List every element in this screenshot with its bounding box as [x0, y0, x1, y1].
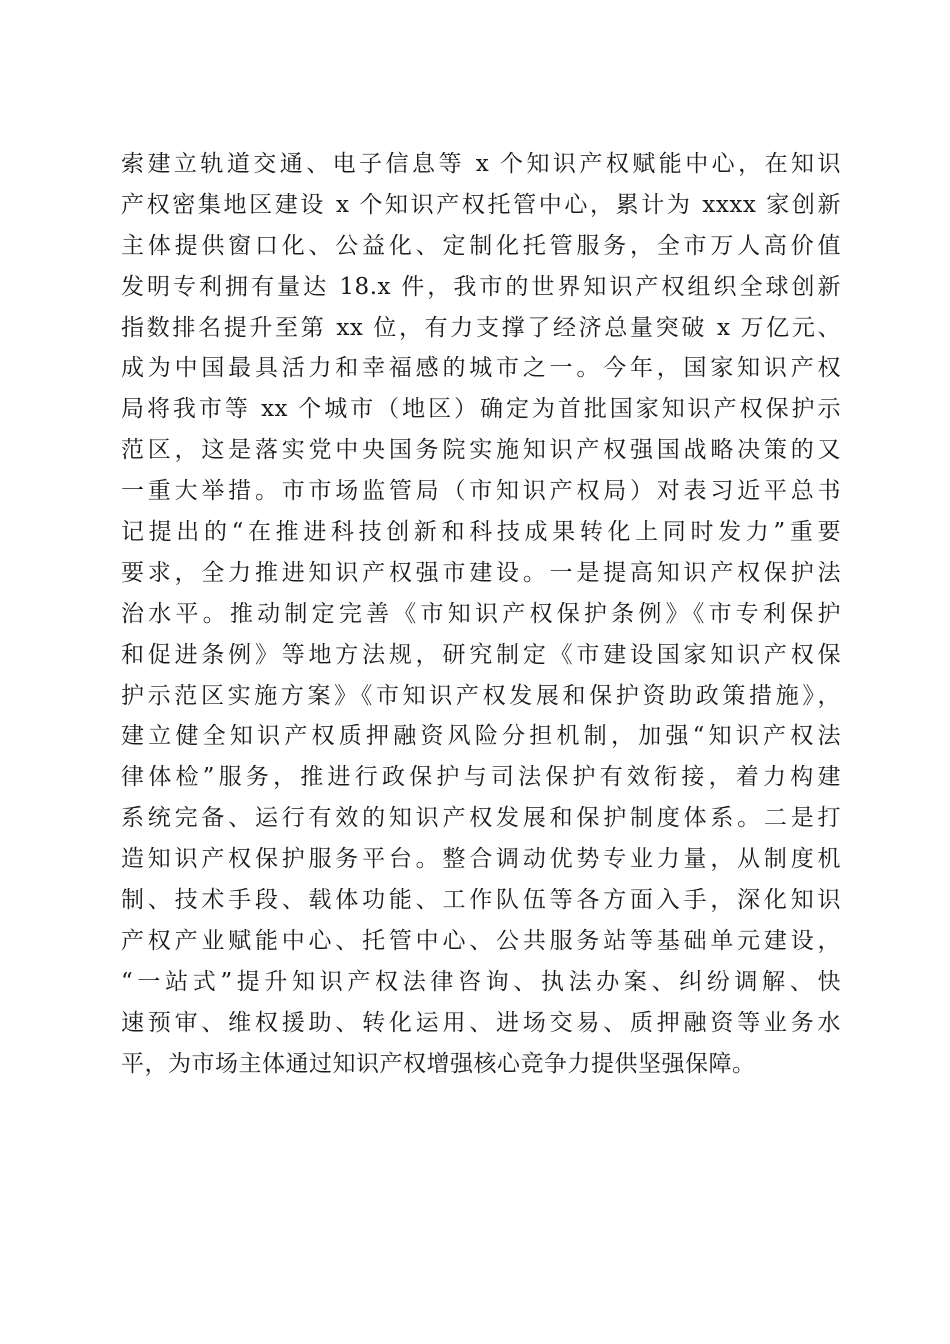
text-line: 建立健全知识产权质押融资风险分担机制，加强“知识产权法 — [121, 723, 841, 750]
text-line: 指数排名提升至第 xx 位，有力支撑了经济总量突破 x 万亿元、 — [121, 314, 841, 341]
text-line: “一站式”提升知识产权法律咨询、执法办案、纠纷调解、快 — [121, 968, 841, 995]
text-line: 索建立轨道交通、电子信息等 x 个知识产权赋能中心，在知识 — [121, 151, 841, 177]
text-line: 和促进条例》等地方法规，研究制定《市建设国家知识产权保 — [121, 641, 841, 668]
text-line: 律体检”服务，推进行政保护与司法保护有效衔接，着力构建 — [121, 764, 841, 791]
body-paragraph — [121, 144, 841, 1084]
text-line: 制、技术手段、载体功能、工作队伍等各方面入手，深化知识 — [121, 887, 841, 914]
text-line: 记提出的“在推进科技创新和科技成果转化上同时发力”重要 — [121, 519, 841, 546]
text-line: 造知识产权保护服务平台。整合调动优势专业力量，从制度机 — [121, 846, 841, 873]
text-line: 护示范区实施方案》《市知识产权发展和保护资助政策措施》， — [121, 682, 841, 709]
text-line: 主体提供窗口化、公益化、定制化托管服务，全市万人高价值 — [121, 232, 841, 259]
text-line: 发明专利拥有量达 18.x 件，我市的世界知识产权组织全球创新 — [121, 273, 841, 300]
text-line: 平，为市场主体通过知识产权增强核心竞争力提供坚强保障。 — [121, 1050, 756, 1077]
text-line: 速预审、维权援助、转化运用、进场交易、质押融资等业务水 — [121, 1009, 841, 1036]
text-line: 成为中国最具活力和幸福感的城市之一。今年，国家知识产权 — [121, 355, 841, 382]
text-line: 要求，全力推进知识产权强市建设。一是提高知识产权保护法 — [121, 559, 841, 586]
text-line: 治水平。推动制定完善《市知识产权保护条例》《市专利保护 — [121, 600, 841, 627]
text-line: 局将我市等 xx 个城市（地区）确定为首批国家知识产权保护示 — [121, 396, 841, 423]
text-line: 系统完备、运行有效的知识产权发展和保护制度体系。二是打 — [121, 805, 841, 832]
text-line: 产权产业赋能中心、托管中心、公共服务站等基础单元建设， — [121, 927, 841, 954]
text-line: 产权密集地区建设 x 个知识产权托管中心，累计为 xxxx 家创新 — [121, 191, 841, 218]
text-line: 范区，这是落实党中央国务院实施知识产权强国战略决策的又 — [121, 437, 841, 464]
text-line: 一重大举措。市市场监管局（市知识产权局）对表习近平总书 — [121, 478, 841, 505]
